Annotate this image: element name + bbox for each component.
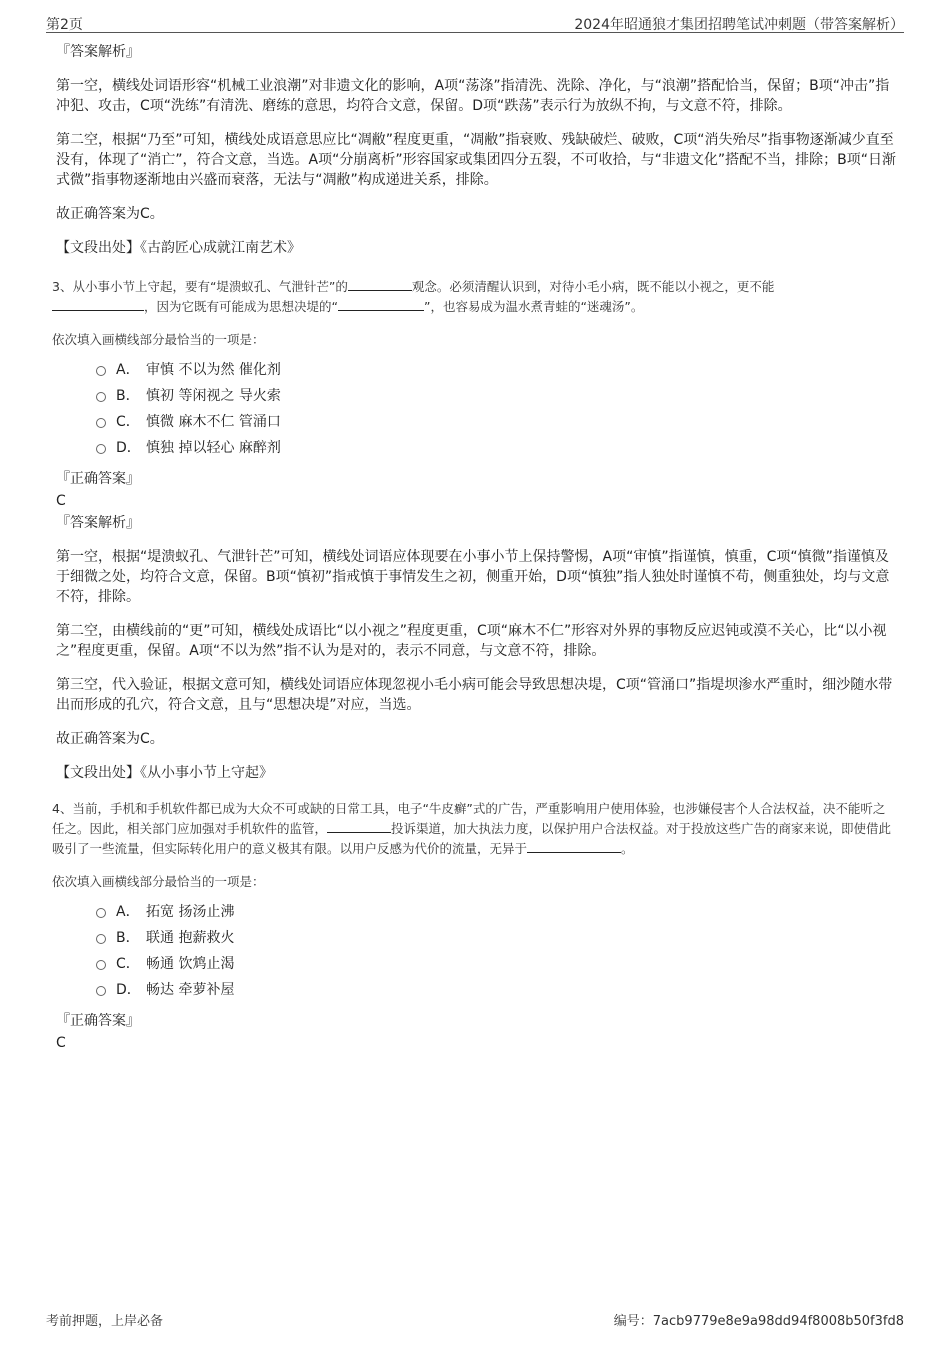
q4-prompt: 依次填入画横线部分最恰当的一项是： [52, 874, 265, 889]
page-content [52, 42, 896, 1055]
q4-stem-part-c: 。 [621, 841, 634, 856]
q3-conclusion: 故正确答案为C。 [56, 731, 164, 747]
q4-option-b[interactable] [96, 925, 896, 951]
q2-source: 【文段出处】《古韵匠心成就江南艺术》 [56, 240, 301, 256]
q3-analysis-para2: 第二空，由横线前的“更”可知，横线处成语比“以小视之”程度更重，C项“麻木不仁”形容对外界的事物反应迟钝或漠不关心，比“以小视之”程度更重，保留。A项“不以为然”指不认为是对的，表示不同意，与文意不符，排除。 [56, 623, 887, 659]
option-text: 慎独 掉以轻心 麻醉剂 [146, 440, 281, 456]
q3-option-c[interactable] [96, 409, 896, 435]
q4-option-d[interactable] [96, 977, 896, 1003]
q4-blank-2 [527, 838, 621, 853]
q3-options [96, 357, 896, 461]
radio-icon[interactable] [96, 444, 106, 454]
q3-analysis-label: 『答案解析』 [56, 515, 140, 531]
q3-blank-3 [338, 296, 424, 311]
footer-slogan: 考前押题，上岸必备 [46, 1314, 164, 1329]
q3-answer: C [56, 493, 66, 509]
q4-stem-part-b: 投诉渠道，加大执法力度，以保护用户合法权益。对于投放这些广告的商家来说，即使借此吸引了一些流量，但实际转化用户的意义极其有限。以用户反感为代价的流量，无异于 [52, 821, 892, 856]
document-title: 2024年昭通狼才集团招聘笔试冲刺题（带答案解析） [574, 17, 904, 33]
radio-icon[interactable] [96, 392, 106, 402]
q3-blank-2 [52, 296, 144, 311]
q3-option-d[interactable] [96, 435, 896, 461]
option-key: B． [116, 388, 140, 404]
option-text: 审慎 不以为然 催化剂 [146, 362, 281, 378]
option-key: B． [116, 930, 140, 946]
q3-analysis-para1: 第一空，根据“堤溃蚁孔、气泄针芒”可知，横线处词语应体现要在小事小节上保持警惕，A项“审慎”指谨慎，慎重，C项“慎微”指谨慎及于细微之处，均符合文意，保留。B项“慎初”指戒慎于事情发生之初，侧重开始，D项“慎独”指人独处时谨慎不苟，侧重独处，均与文意不符，排除。 [56, 549, 890, 605]
q3-stem-part-c: ，因为它既有可能成为思想决堤的“ [144, 299, 338, 314]
option-text: 慎初 等闲视之 导火索 [146, 388, 281, 404]
q3-prompt: 依次填入画横线部分最恰当的一项是： [52, 332, 265, 347]
option-key: D． [116, 440, 141, 456]
q2-conclusion: 故正确答案为C。 [56, 206, 164, 222]
radio-icon[interactable] [96, 418, 106, 428]
q3-analysis-para3: 第三空，代入验证，根据文意可知，横线处词语应体现忽视小毛小病可能会导致思想决堤，C项“管涌口”指堤坝渗水严重时，细沙随水带出而形成的孔穴，符合文意，且与“思想决堤”对应，当选。 [56, 677, 893, 713]
q2-analysis-para1: 第一空，横线处词语形容“机械工业浪潮”对非遗文化的影响，A项“荡涤”指清洗、洗除、净化，与“浪潮”搭配恰当，保留；B项“冲击”指冲犯、攻击，C项“洗练”有清洗、磨练的意思，均符合文意，保留。D项“跌荡”表示行为放纵不拘，与文意不符，排除。 [56, 78, 890, 114]
option-key: D． [116, 982, 141, 998]
page-number: 第2页 [46, 17, 83, 33]
footer-serial: 编号：7acb9779e8e9a98dd94f8008b50f3fd8 [613, 1314, 904, 1329]
q3-source: 【文段出处】《从小事小节上守起》 [56, 765, 273, 781]
q4-answer: C [56, 1035, 66, 1051]
q4-options [96, 899, 896, 1003]
radio-icon[interactable] [96, 366, 106, 376]
option-key: C． [116, 956, 140, 972]
option-key: C． [116, 414, 140, 430]
q3-stem-part-d: ”，也容易成为温水煮青蛙的“迷魂汤”。 [423, 299, 644, 314]
q4-option-a[interactable] [96, 899, 896, 925]
radio-icon[interactable] [96, 960, 106, 970]
q4-stem-part-a: 4、当前，手机和手机软件都已成为大众不可或缺的日常工具，电子“牛皮癣”式的广告，严重影响用户使用体验，也涉嫌侵害个人合法权益，决不能听之任之。因此，相关部门应加强对手机软件的监管， [52, 801, 886, 836]
radio-icon[interactable] [96, 908, 106, 918]
q4-option-c[interactable] [96, 951, 896, 977]
q3-blank-1 [348, 276, 412, 291]
option-text: 畅达 牵萝补屋 [146, 982, 235, 998]
option-key: A． [116, 904, 140, 920]
q3-option-a[interactable] [96, 357, 896, 383]
radio-icon[interactable] [96, 986, 106, 996]
q2-analysis-para2: 第二空，根据“乃至”可知，横线处成语意思应比“凋敝”程度更重，“凋敝”指衰败、残缺破烂、破败，C项“消失殆尽”指事物逐渐减少直至没有，体现了“消亡”，符合文意，当选。A项“分崩离析”形容国家或集团四分五裂，不可收拾，与“非遗文化”搭配不当，排除；B项“日渐式微”指事物逐渐地由兴盛而衰落，无法与“凋敝”构成递进关系，排除。 [56, 132, 896, 188]
q3-option-b[interactable] [96, 383, 896, 409]
option-text: 慎微 麻木不仁 管涌口 [146, 414, 281, 430]
q3-stem-part-b: 观念。必须清醒认识到，对待小毛小病，既不能以小视之，更不能 [411, 279, 775, 294]
q4-answer-label: 『正确答案』 [56, 1013, 140, 1029]
option-key: A． [116, 362, 140, 378]
radio-icon[interactable] [96, 934, 106, 944]
option-text: 拓宽 扬汤止沸 [146, 904, 235, 920]
q4-stem [52, 799, 896, 858]
option-text: 联通 抱薪救火 [146, 930, 235, 946]
q3-answer-label: 『正确答案』 [56, 471, 140, 487]
q3-stem [52, 276, 896, 316]
q4-blank-1 [327, 818, 391, 833]
q2-analysis-label: 『答案解析』 [56, 44, 140, 60]
q3-stem-part-a: 3、从小事小节上守起，要有“堤溃蚁孔、气泄针芒”的 [52, 279, 348, 294]
page-header [46, 12, 904, 33]
option-text: 畅通 饮鸩止渴 [146, 956, 235, 972]
